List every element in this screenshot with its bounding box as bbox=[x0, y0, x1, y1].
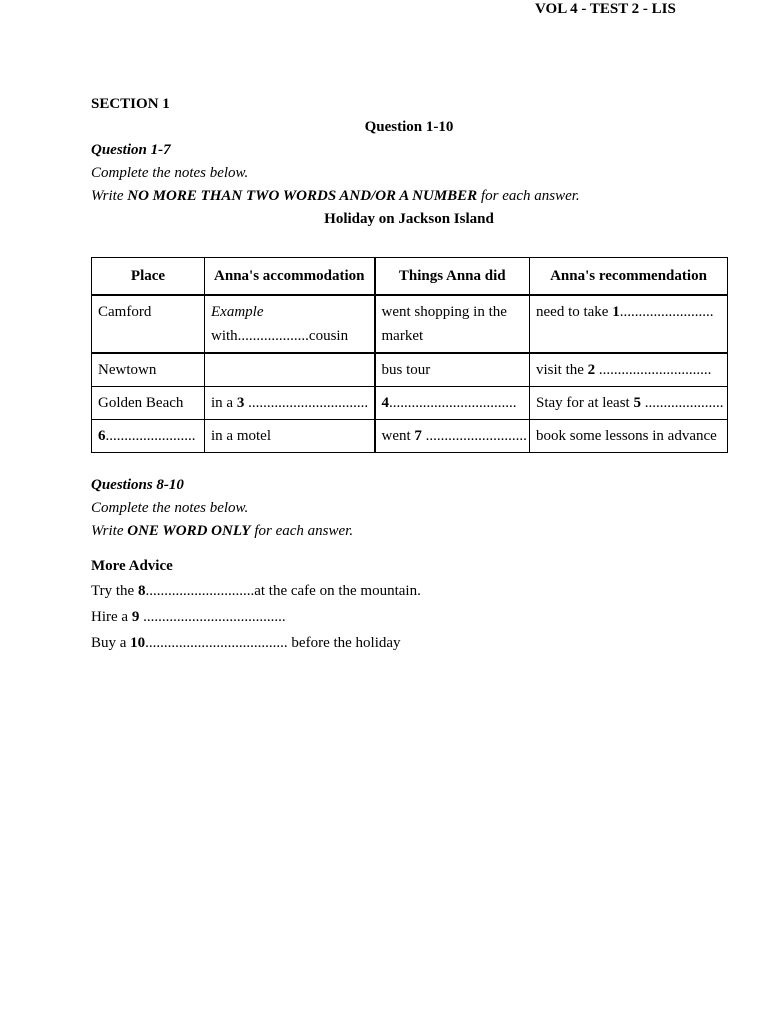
example-answer: with...................cousin bbox=[211, 328, 349, 344]
advice-text: Hire a bbox=[91, 609, 132, 625]
answer-blank: ...................................... before the holiday bbox=[145, 635, 401, 651]
advice-item bbox=[91, 604, 727, 630]
answer-blank: ................................ bbox=[244, 395, 369, 411]
table-row bbox=[92, 353, 728, 387]
cell-recommendation: book some lessons in advance bbox=[530, 420, 728, 453]
question-number: 4 bbox=[381, 395, 389, 411]
cell-accommodation bbox=[205, 387, 375, 420]
advice-item bbox=[91, 578, 727, 604]
cell-recommendation bbox=[530, 295, 728, 353]
question-number: 7 bbox=[414, 428, 422, 444]
column-header-recommendation: Anna's recommendation bbox=[530, 258, 728, 296]
instruction-emphasis: NO MORE THAN TWO WORDS AND/OR A NUMBER bbox=[127, 188, 478, 204]
instruction-emphasis: ONE WORD ONLY bbox=[127, 523, 251, 539]
cell-accommodation: in a motel bbox=[205, 420, 375, 453]
cell-place: Newtown bbox=[92, 353, 205, 387]
part1-heading: Question 1-7 bbox=[91, 142, 171, 158]
answer-blank: ........................ bbox=[105, 428, 196, 444]
answer-blank: .............................. bbox=[595, 362, 712, 378]
question-number: 3 bbox=[236, 395, 245, 411]
question-number: 5 bbox=[633, 395, 641, 411]
answer-blank: ......................... bbox=[619, 304, 714, 320]
instruction-text: for each answer. bbox=[477, 188, 580, 204]
answer-blank: .................................. bbox=[389, 395, 517, 411]
cell-things: bus tour bbox=[375, 353, 530, 387]
cell-text: need to take bbox=[536, 304, 613, 320]
cell-text: visit the bbox=[536, 362, 588, 378]
cell-things: went shopping in the market bbox=[375, 295, 530, 353]
table-header-row bbox=[92, 258, 728, 296]
table-row bbox=[92, 295, 728, 353]
table-title: Holiday on Jackson Island bbox=[324, 211, 494, 227]
advice-text: Try the bbox=[91, 583, 138, 599]
column-header-place: Place bbox=[92, 258, 205, 296]
cell-recommendation bbox=[530, 387, 728, 420]
cell-place: Camford bbox=[92, 295, 205, 353]
part2-instruction-complete: Complete the notes below. bbox=[91, 500, 249, 516]
cell-text: went bbox=[381, 428, 415, 444]
table-row bbox=[92, 420, 728, 453]
test-content bbox=[91, 93, 727, 656]
column-header-things: Things Anna did bbox=[375, 258, 530, 296]
advice-text: Buy a bbox=[91, 635, 131, 651]
question-number: 2 bbox=[587, 362, 596, 378]
document-header: VOL 4 - TEST 2 - LIS bbox=[535, 1, 676, 17]
part1-instruction-write bbox=[91, 185, 727, 208]
question-range: Question 1-10 bbox=[364, 119, 454, 135]
question-number: 9 bbox=[131, 609, 140, 625]
section-heading: SECTION 1 bbox=[91, 96, 170, 112]
answer-blank: ........................... bbox=[421, 428, 527, 444]
part2-heading: Questions 8-10 bbox=[91, 477, 184, 493]
answer-blank: .............................at the cafe on the mountain. bbox=[145, 583, 421, 599]
question-number: 10 bbox=[130, 635, 146, 651]
cell-place: Golden Beach bbox=[92, 387, 205, 420]
cell-recommendation bbox=[530, 353, 728, 387]
question-number: 8 bbox=[137, 583, 146, 599]
answer-blank: ...................................... bbox=[139, 609, 286, 625]
example-label: Example bbox=[211, 304, 264, 320]
advice-item bbox=[91, 630, 727, 656]
part2-instruction-write bbox=[91, 520, 727, 543]
cell-things bbox=[375, 420, 530, 453]
cell-accommodation bbox=[205, 353, 375, 387]
part1-instruction-complete: Complete the notes below. bbox=[91, 165, 249, 181]
cell-text: Stay for at least bbox=[536, 395, 634, 411]
instruction-text: Write bbox=[91, 188, 128, 204]
instruction-text: Write bbox=[91, 523, 128, 539]
answer-blank: ..................... bbox=[640, 395, 724, 411]
column-header-accommodation: Anna's accommodation bbox=[205, 258, 375, 296]
cell-place bbox=[92, 420, 205, 453]
instruction-text: for each answer. bbox=[250, 523, 354, 539]
more-advice-heading: More Advice bbox=[91, 558, 173, 574]
cell-accommodation bbox=[205, 295, 375, 353]
part2 bbox=[91, 474, 727, 656]
cell-text: in a bbox=[211, 395, 237, 411]
table-row bbox=[92, 387, 728, 420]
question-number: 6 bbox=[98, 428, 106, 444]
notes-table bbox=[91, 257, 728, 453]
question-number: 1 bbox=[612, 304, 620, 320]
cell-things bbox=[375, 387, 530, 420]
